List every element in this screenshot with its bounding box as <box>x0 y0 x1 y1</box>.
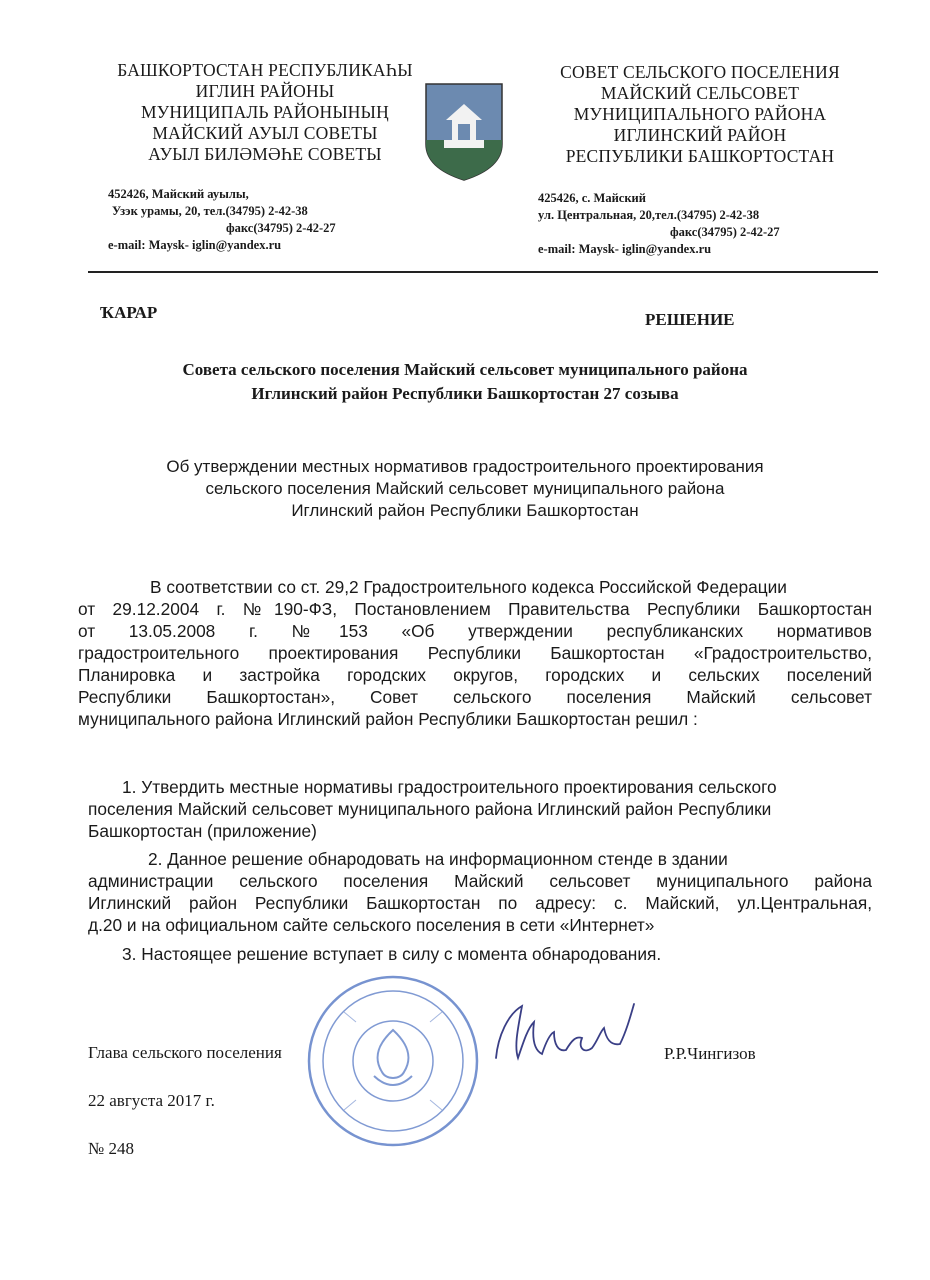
signatory-title: Глава сельского поселения <box>88 1043 282 1062</box>
decision-number: № 248 <box>88 1139 134 1158</box>
signatory-name: Р.Р.Чингизов <box>664 1044 756 1063</box>
signature-icon <box>488 992 638 1070</box>
coat-of-arms-emblem <box>424 82 504 182</box>
handwritten-signature <box>488 992 638 1070</box>
header-right-address: 425426, с. Майский ул. Центральная, 20,тел.(34795) 2-42-38 факс(34795) 2-42-27 e-mail: Maysk- iglin@yandex.ru <box>538 191 780 256</box>
header-divider <box>88 271 878 273</box>
header-left-org: БАШКОРТОСТАН РЕСПУБЛИКАҺЫ ИГЛИН РАЙОНЫ МУНИЦИПАЛЬ РАЙОНЫНЫҢ МАЙСКИЙ АУЫЛ СОВЕТЫ АУЫЛ БИЛӘМӘҺЕ СОВЕТЫ <box>117 60 413 164</box>
council-title: Совета сельского поселения Майский сельсовет муниципального района Иглинский район Республики Башкортостан 27 созыва <box>182 360 748 403</box>
list-item: 1. Утвердить местные нормативы градостроительного проектирования сельского поселения Майский сельсовет муниципального района Иглинский район Республики Башкортостан (приложение) <box>88 777 777 841</box>
stamp-seal-icon <box>304 972 482 1150</box>
list-item: 2. Данное решение обнародовать на информационном стенде в здании администрации сельского поселения Майский сельсовет муниципального района Иглинский район Республики Башкортостан по адресу: с. Майский, ул.Центральная, д.20 и на официальном сайте сельского поселения в сети «Интернет» <box>88 849 872 935</box>
doc-type-karar: ҠАРАР <box>100 303 158 322</box>
official-stamp <box>304 972 482 1150</box>
list-item: 3. Настоящее решение вступает в силу с момента обнародования. <box>122 944 662 964</box>
doc-type-reshenie: РЕШЕНИЕ <box>645 310 735 329</box>
preamble: В соответствии со ст. 29,2 Градостроительного кодекса Российской Федерации от 29.12.2004 г. №190-ФЗ, Постановлением Правительства Республики Башкортостан от 13.05.2008 г. №153 «Об утверждении республиканских нормативов градостроительного проектирования Республики Башкортостан «Градостроительство, Планировка и застройка городских округов, городских и сельских поселений Республики Башкортостан», Совет сельского поселения Майский сельсовет муниципального района Иглинский район Республики Башкортостан решил : <box>78 577 872 729</box>
item-number: 2. <box>148 849 163 869</box>
item-number: 3. <box>122 944 137 964</box>
header-right-org: СОВЕТ СЕЛЬСКОГО ПОСЕЛЕНИЯ МАЙСКИЙ СЕЛЬСОВЕТ МУНИЦИПАЛЬНОГО РАЙОНА ИГЛИНСКИЙ РАЙОН РЕСПУБЛИКИ БАШКОРТОСТАН <box>560 62 840 166</box>
item-number: 1. <box>122 777 137 797</box>
decision-date: 22 августа 2017 г. <box>88 1091 215 1110</box>
coat-of-arms-icon <box>424 82 504 182</box>
decision-subject: Об утверждении местных нормативов градостроительного проектирования сельского поселения Майский сельсовет муниципального района Иглинский район Республики Башкортостан <box>166 457 764 520</box>
header-left-address: 452426, Майский ауылы, Узэк урамы, 20, тел.(34795) 2-42-38 факс(34795) 2-42-27 e-mail: Maysk- iglin@yandex.ru <box>108 187 336 252</box>
